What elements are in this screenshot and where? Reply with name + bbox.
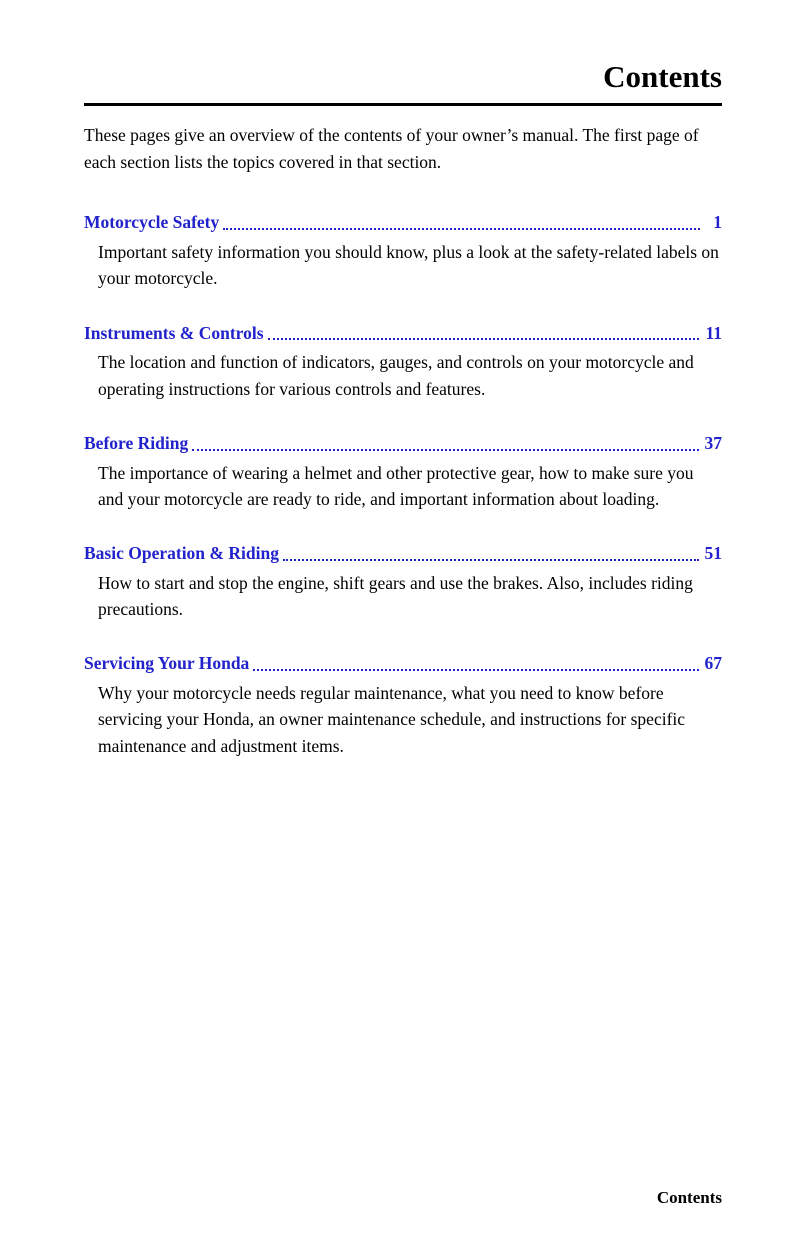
toc-entry-page-number[interactable]: 11: [705, 322, 722, 343]
toc-entry-instruments-controls[interactable]: [84, 322, 722, 402]
footer-section-label: Contents: [656, 1188, 722, 1207]
toc-entry-line[interactable]: [84, 652, 722, 675]
dot-leader: [253, 669, 698, 671]
dot-leader: [283, 559, 699, 561]
table-of-contents: [84, 211, 722, 759]
toc-entry-title[interactable]: Instruments & Controls: [84, 322, 264, 343]
toc-entry-title[interactable]: Before Riding: [84, 432, 189, 453]
toc-entry-line[interactable]: [84, 542, 722, 565]
toc-entry-page-number[interactable]: 37: [704, 432, 722, 453]
toc-entry-servicing-your-honda[interactable]: [84, 652, 722, 759]
dot-leader: [268, 338, 700, 340]
toc-entry-line[interactable]: [84, 432, 722, 455]
toc-entry-page-number[interactable]: 51: [704, 543, 722, 564]
toc-entry-line[interactable]: [84, 211, 722, 234]
dot-leader: [192, 449, 698, 451]
toc-entry-description: The importance of wearing a helmet and other protective gear, how to make sure you and your motorcycle are ready to ride, and important information about loading.: [98, 462, 694, 509]
toc-entry-title[interactable]: Motorcycle Safety: [84, 212, 220, 233]
toc-entry-title[interactable]: Servicing Your Honda: [84, 653, 250, 674]
toc-entry-page-number[interactable]: 1: [713, 212, 722, 233]
toc-entry-description: How to start and stop the engine, shift gears and use the brakes. Also, includes riding precautions.: [98, 572, 693, 620]
toc-entry-description: Why your motorcycle needs regular maintenance, what you need to know before servicing your Honda, an owner maintenance schedule, and instructions for specific maintenance and adjustment items.: [98, 683, 686, 756]
toc-entry-description: The location and function of indicators, gauges, and controls on your motorcycle and operating instructions for various controls and features.: [98, 352, 694, 399]
toc-entry-before-riding[interactable]: [84, 432, 722, 512]
toc-entry-title[interactable]: Basic Operation & Riding: [84, 543, 279, 564]
toc-entry-line[interactable]: [84, 322, 722, 345]
toc-entry-basic-operation-riding[interactable]: [84, 542, 722, 622]
dot-leader: [223, 228, 700, 230]
page-title: Contents: [603, 59, 722, 94]
toc-entry-motorcycle-safety[interactable]: [84, 211, 722, 291]
intro-text: These pages give an overview of the contents of your owner’s manual. The first page of each section lists the topics covered in that section.: [84, 125, 699, 172]
toc-entry-page-number[interactable]: 67: [704, 653, 722, 674]
header-rule: [84, 103, 722, 106]
toc-entry-description: Important safety information you should know, plus a look at the safety-related labels on your motorcycle.: [98, 242, 719, 289]
